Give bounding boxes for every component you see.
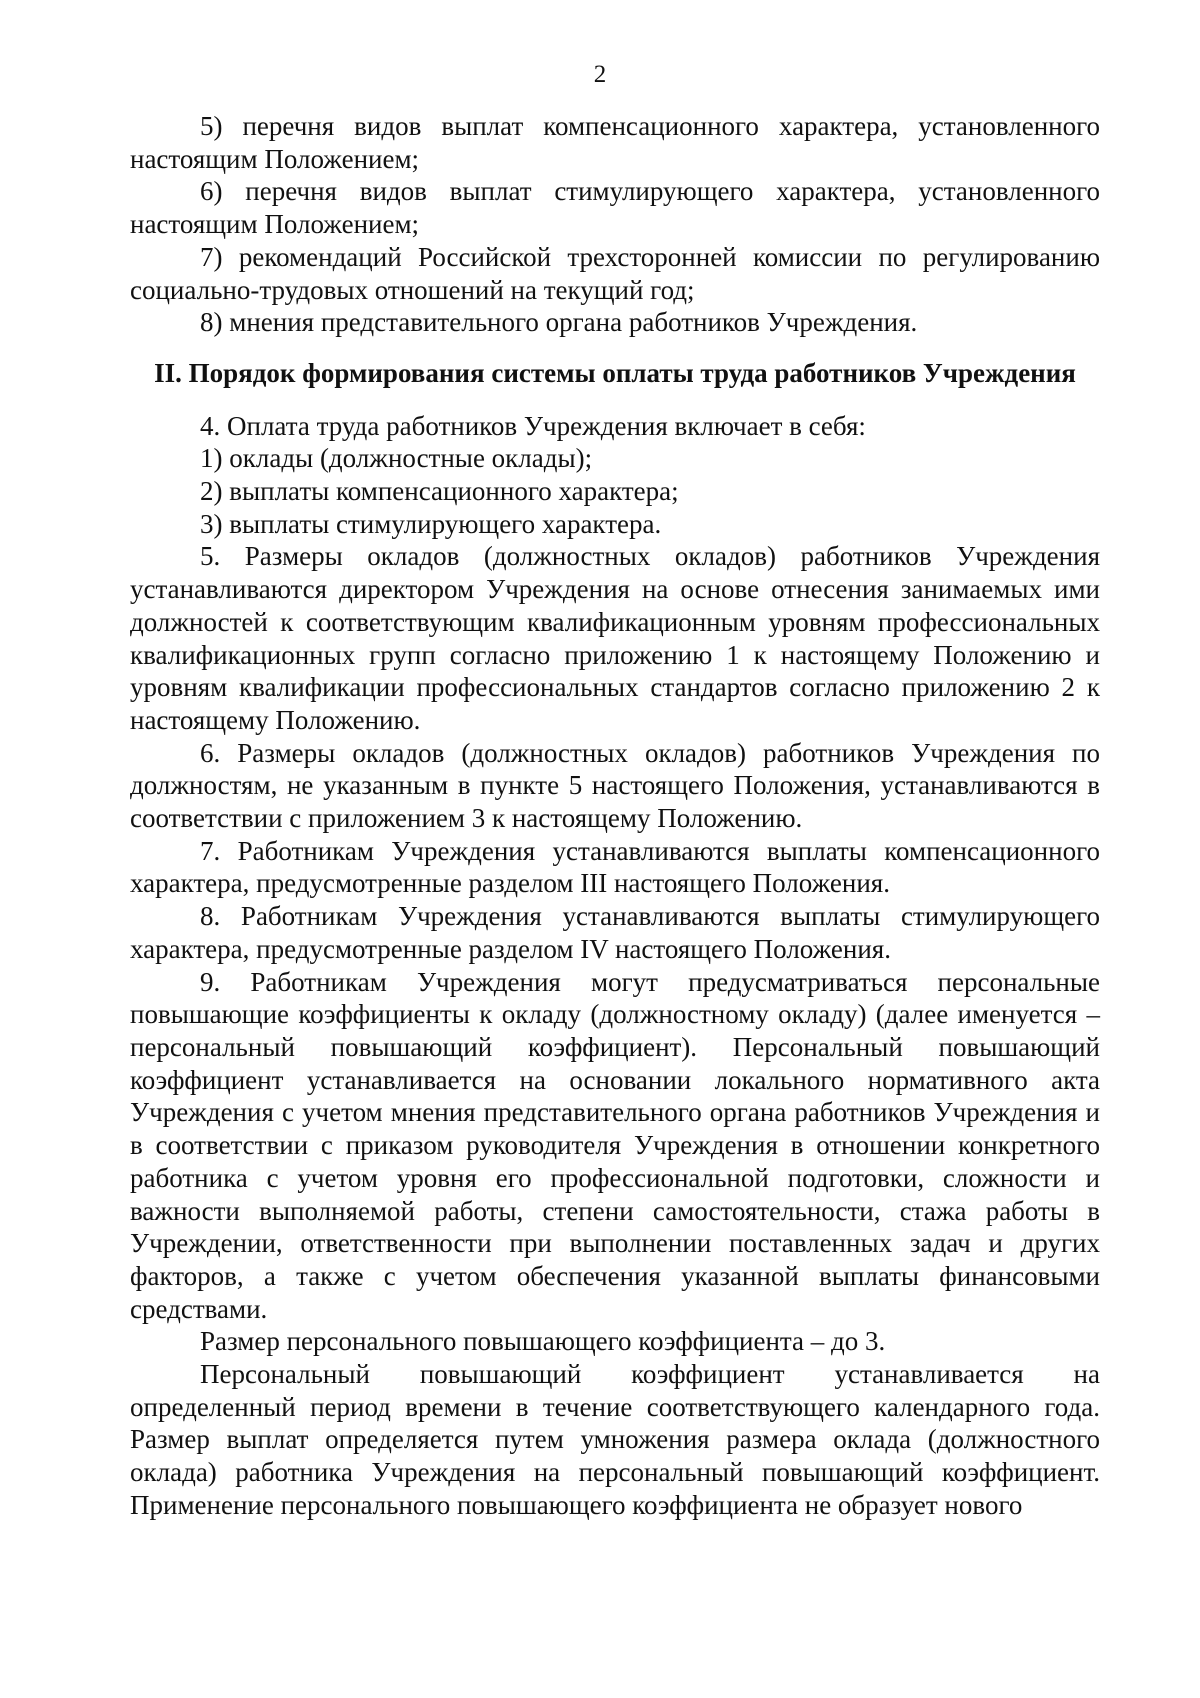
page-number: 2: [593, 61, 607, 88]
subitem-1: 1) оклады (должностные оклады);: [200, 443, 593, 474]
document-body: [130, 110, 1100, 1522]
paragraph-8: 8. Работникам Учреждения устанавливаются выплаты стимулирующего характера, предусмотренные разделом IV настоящего Положения.: [130, 901, 1100, 964]
list-item-5: 5) перечня видов выплат компенсационного характера, установленного настоящим Положением;: [130, 111, 1100, 174]
paragraph-6: 6. Размеры окладов (должностных окладов) работников Учреждения по должностям, не указанным в пункте 5 настоящего Положения, устанавливаются в соответствии с приложением 3 к настоящему Положению.: [130, 737, 1100, 834]
coefficient-period-paragraph: Персональный повышающий коэффициент устанавливается на определенный период времени в течение соответствующего календарного года. Размер выплат определяется путем умножения размера оклада (должностного оклада) работника Учреждения на персональный повышающий коэффициент. Применение персонального повышающего коэффициента не образует нового: [130, 1359, 1100, 1520]
subitem-2: 2) выплаты компенсационного характера;: [200, 476, 679, 507]
list-item-6: 6) перечня видов выплат стимулирующего характера, установленного настоящим Положением;: [130, 176, 1100, 240]
coefficient-size-paragraph: Размер персонального повышающего коэффициента – до 3.: [200, 1326, 886, 1357]
subitem-3: 3) выплаты стимулирующего характера.: [200, 508, 662, 539]
section-heading: II. Порядок формирования системы оплаты труда работников Учреждения: [154, 357, 1076, 388]
paragraph-5: 5. Размеры окладов (должностных окладов) работников Учреждения устанавливаются директором Учреждения на основе отнесения занимаемых ими должностей к соответствующим квалификационным уровням профессиональных квалификационных групп согласно приложению 1 к настоящему Положению и уровням квалификации профессиональных стандартов согласно приложению 2 к настоящему Положению.: [130, 541, 1100, 735]
list-item-7: 7) рекомендаций Российской трехсторонней комиссии по регулированию социально-трудовых отношений на текущий год;: [130, 241, 1100, 305]
paragraph-9: 9. Работникам Учреждения могут предусматриваться персональные повышающие коэффициенты к окладу (должностному окладу) (далее именуется – персональный повышающий коэффициент). Персональный повышающий коэффициент устанавливается на основании локального нормативного акта Учреждения с учетом мнения представительного органа работников Учреждения и в соответствии с приказом руководителя Учреждения в отношении конкретного работника с учетом уровня его профессиональной подготовки, сложности и важности выполняемой работы, степени самостоятельности, стажа работы в Учреждении, ответственности при выполнении поставленных задач и других факторов, а также с учетом обеспечения указанной выплаты финансовыми средствами.: [130, 966, 1100, 1324]
paragraph-7: 7. Работникам Учреждения устанавливаются выплаты компенсационного характера, предусмотренные разделом III настоящего Положения.: [130, 835, 1100, 899]
list-item-8: 8) мнения представительного органа работников Учреждения.: [200, 307, 918, 338]
paragraph-4: 4. Оплата труда работников Учреждения включает в себя:: [200, 410, 866, 441]
